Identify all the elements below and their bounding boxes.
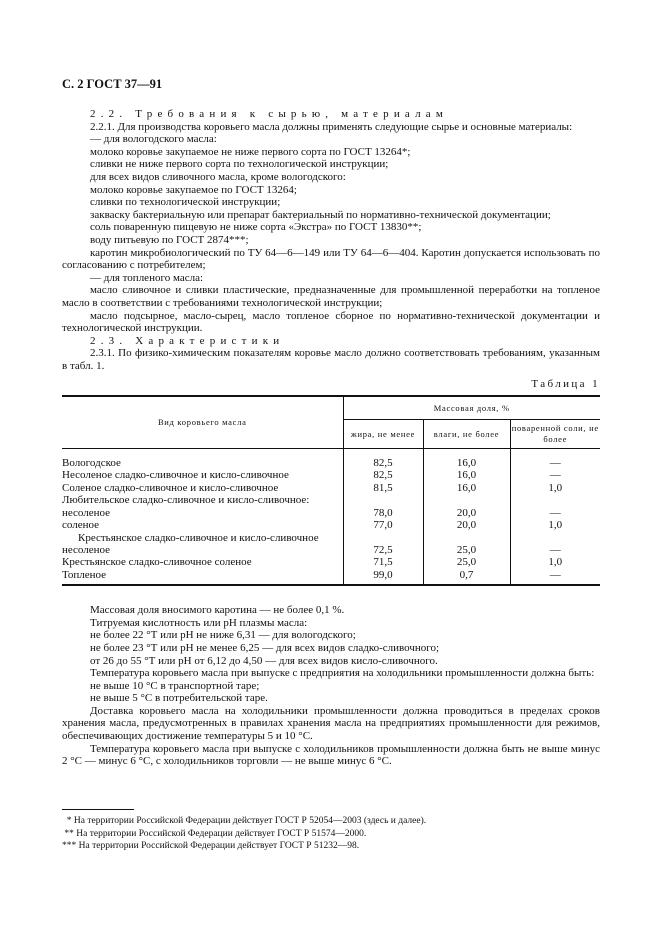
list-item: воду питьевую по ГОСТ 2874***; (90, 233, 249, 246)
list-item: масло сливочное и сливки пластические, предназначенные для промышленной переработки на топленое масло в соответствии с требованиями технологической инструкции; (62, 284, 600, 309)
list-item: молоко коровье закупаемое по ГОСТ 13264; (90, 183, 297, 196)
cell-name: Крестьянское сладко-сливочное и кисло-сливочное несоленое (62, 531, 319, 556)
after-table-text (62, 604, 600, 768)
paragraph: Массовая доля вносимого каротина — не более 0,1 %. (90, 604, 345, 617)
paragraph: Доставка коровьего масла на холодильники промышленности должна проводиться в пределах сроков хранения масла, предусмотренных в правилах хранения масла на предприятиях промышленности для режимов, обеспечивающих достижение температуры 5 и 10 °С. (62, 704, 600, 743)
table-row (62, 532, 600, 557)
cell-fat: 71,5 (343, 556, 423, 568)
paragraph: 2.3.1. По физико-химическим показателям коровье масло должно соответствовать требованиям, указанным в табл. 1. (62, 347, 600, 372)
cell-moisture: 16,0 (423, 469, 510, 481)
list-item: молоко коровье закупаемое не ниже первого сорта по ГОСТ 13264*; (90, 145, 411, 158)
section-heading-2-3: 2.3. Характеристики (90, 334, 285, 347)
cell-salt: — (510, 449, 600, 470)
cell-fat: 81,5 (343, 482, 423, 494)
cell-salt: 1,0 (510, 519, 600, 531)
list-item: для всех видов сливочного масла, кроме вологодского: (90, 170, 346, 183)
list-item: сливки не ниже первого сорта по технологической инструкции; (90, 158, 389, 171)
cell-salt: — (510, 469, 600, 481)
footnote: ** На территории Российской Федерации действует ГОСТ Р 51574—2000. (62, 828, 367, 839)
table-row (62, 519, 600, 531)
cell-moisture (423, 494, 510, 506)
cell-fat (343, 494, 423, 506)
cell-moisture: 16,0 (423, 482, 510, 494)
list-item: от 26 до 55 °Т или pH от 6,12 до 4,50 — для всех видов кисло-сливочного. (90, 654, 438, 667)
table-1 (62, 395, 600, 586)
cell-fat: 77,0 (343, 519, 423, 531)
cell-name: несоленое (62, 506, 111, 519)
table-row (62, 449, 600, 470)
cell-fat: 82,5 (343, 449, 423, 470)
column-header-salt: поваренной соли, не более (510, 420, 600, 449)
list-item: не более 22 °Т или pH не ниже 6,31 — для вологодского; (90, 629, 356, 642)
table-row (62, 556, 600, 568)
paragraph: Титруемая кислотность или pH плазмы масла: (90, 616, 308, 629)
cell-salt: — (510, 532, 600, 557)
cell-moisture: 25,0 (423, 556, 510, 568)
list-item: не выше 10 °С в транспортной таре; (90, 679, 260, 692)
cell-salt: 1,0 (510, 482, 600, 494)
column-header-name: Вид коровьего масла (62, 396, 343, 449)
cell-moisture: 20,0 (423, 507, 510, 519)
cell-moisture: 20,0 (423, 519, 510, 531)
cell-salt (510, 494, 600, 506)
table-row (62, 507, 600, 519)
table-row (62, 494, 600, 506)
cell-fat: 78,0 (343, 507, 423, 519)
paragraph: 2.2.1. Для производства коровьего масла должны применять следующие сырье и основные материалы: (90, 120, 573, 133)
paragraph: Температура коровьего масла при выпуске с холодильников промышленности должна быть не выше минус 2 °С — минус 6 °С, с холодильников торговли — не выше минус 6 °С. (62, 742, 600, 768)
table-row (62, 469, 600, 481)
footnote: *** На территории Российской Федерации действует ГОСТ Р 51232—98. (62, 841, 360, 852)
table-row (62, 482, 600, 494)
cell-salt: 1,0 (510, 556, 600, 568)
column-header-fat: жира, не менее (343, 420, 423, 449)
cell-fat: 99,0 (343, 569, 423, 585)
list-item: сливки по технологической инструкции; (90, 196, 281, 209)
list-item: не более 23 °Т или pH не менее 6,25 — для всех видов сладко-сливочного; (90, 641, 440, 654)
list-heading: — для вологодского масла: (90, 133, 217, 146)
cell-name: Несоленое сладко-сливочное и кисло-сливочное (62, 469, 289, 482)
list-item: масло подсырное, масло-сырец, масло топленое сборное по нормативно-технической документации и технологической инструкции. (62, 309, 600, 335)
list-item: не выше 5 °С в потребительской таре. (90, 692, 268, 705)
list-item: закваску бактериальную или препарат бактериальный по нормативно-технической документации; (90, 208, 551, 221)
cell-name: Крестьянское сладко-сливочное соленое (62, 556, 252, 569)
list-item: соль поваренную пищевую не ниже сорта «Экстра» по ГОСТ 13830**; (90, 221, 422, 234)
list-item: каротин микробиологический по ТУ 64—6—149 или ТУ 64—6—404. Каротин допускается использовать по согласованию с потребителем; (62, 246, 600, 272)
cell-moisture: 16,0 (423, 449, 510, 470)
cell-salt: — (510, 507, 600, 519)
page-header: С. 2 ГОСТ 37—91 (62, 77, 163, 91)
cell-name: соленое (62, 519, 100, 532)
cell-fat: 72,5 (343, 532, 423, 557)
cell-moisture: 25,0 (423, 532, 510, 557)
footnotes (62, 815, 426, 853)
cell-name: Любительское сладко-сливочное и кисло-сливочное: (62, 494, 310, 507)
table-title: Таблица 1 (531, 378, 600, 391)
document-body (62, 108, 600, 768)
cell-name: Соленое сладко-сливочное и кисло-сливочное (62, 481, 279, 494)
cell-salt: — (510, 569, 600, 585)
list-heading: — для топленого масла: (90, 271, 204, 284)
paragraph: Температура коровьего масла при выпуске с предприятия на холодильники промышленности должна быть: (90, 667, 595, 680)
cell-name: Топленое (62, 568, 107, 581)
table-row (62, 569, 600, 585)
column-group-header: Массовая доля, % (343, 396, 600, 420)
cell-moisture: 0,7 (423, 569, 510, 585)
cell-fat: 82,5 (343, 469, 423, 481)
section-heading-2-2: 2.2. Требования к сырью, материалам (90, 108, 449, 120)
footnote: * На территории Российской Федерации действует ГОСТ Р 52054—2003 (здесь и далее). (62, 816, 427, 826)
column-header-moisture: влаги, не более (423, 420, 510, 449)
footnote-divider (62, 809, 134, 810)
cell-name: Вологодское (62, 457, 121, 470)
